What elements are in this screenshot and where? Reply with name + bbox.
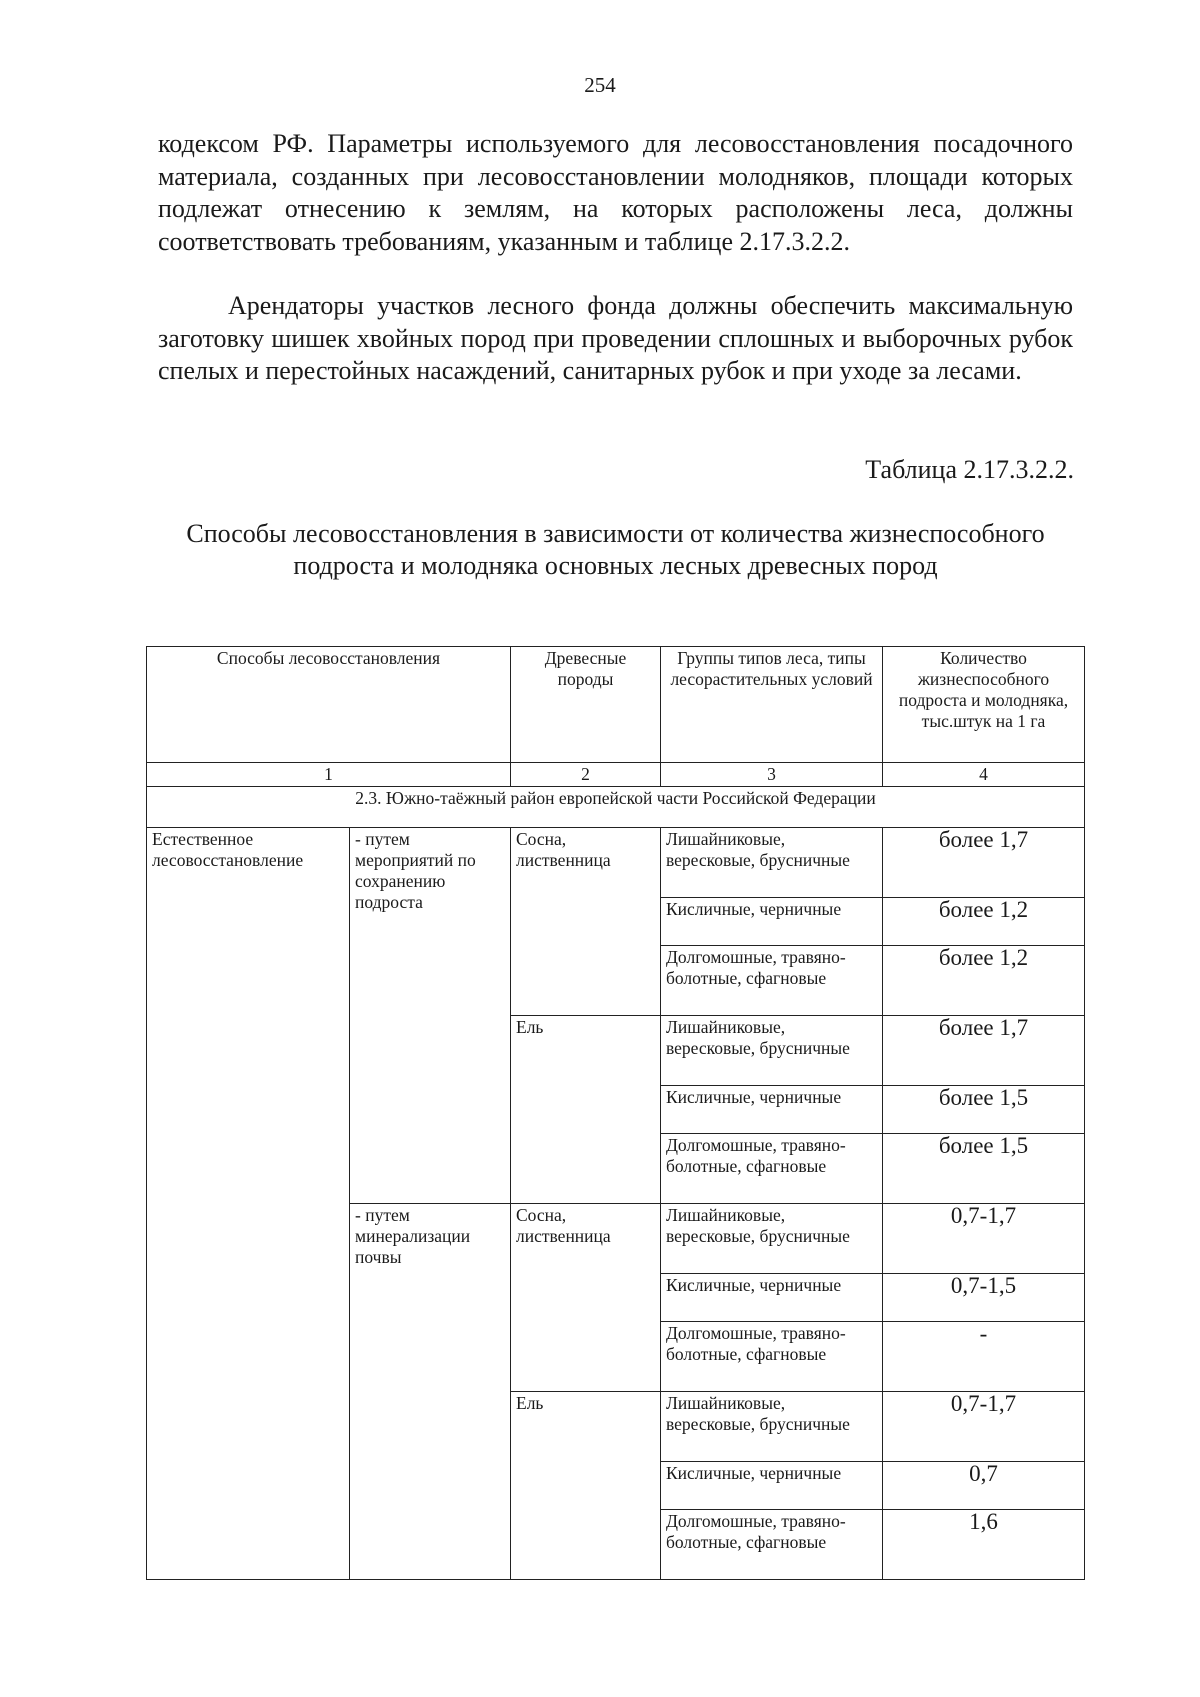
- forest-type-cell: Кисличные, черничные: [661, 898, 883, 946]
- column-number: 2: [511, 763, 661, 787]
- table-reference: Таблица 2.17.3.2.2.: [865, 455, 1074, 484]
- method-cell: - путем минерализации почвы: [350, 1204, 511, 1580]
- reforestation-table: [146, 646, 1085, 1580]
- quantity-cell: более 1,7: [883, 1016, 1085, 1086]
- forest-type-cell: Долгомошные, травяно-болотные, сфагновые: [661, 946, 883, 1016]
- body-paragraph: кодексом РФ. Параметры используемого для лесовосстановления посадочного материала, созданных при лесовосстановлении молодняков, площади которых подлежат отнесению к землям, на которых расположены леса, должны соответствовать требованиям, указанным и таблице 2.17.3.2.2.: [158, 129, 1073, 256]
- forest-type-cell: Кисличные, черничные: [661, 1462, 883, 1510]
- forest-type-cell: Долгомошные, травяно-болотные, сфагновые: [661, 1134, 883, 1204]
- species-cell: Сосна, лиственница: [511, 828, 661, 1016]
- species-cell: Сосна, лиственница: [511, 1204, 661, 1392]
- column-number: 3: [661, 763, 883, 787]
- quantity-cell: более 1,5: [883, 1086, 1085, 1134]
- forest-type-cell: Кисличные, черничные: [661, 1274, 883, 1322]
- page-number: 254: [584, 73, 616, 97]
- header-forest-types: Группы типов леса, типы лесорастительных условий: [661, 647, 883, 763]
- quantity-cell: более 1,2: [883, 946, 1085, 1016]
- column-number: 1: [147, 763, 511, 787]
- forest-type-cell: Долгомошные, травяно-болотные, сфагновые: [661, 1510, 883, 1580]
- column-number: 4: [883, 763, 1085, 787]
- quantity-cell: 0,7-1,7: [883, 1392, 1085, 1462]
- body-paragraph: Арендаторы участков лесного фонда должны обеспечить максимальную заготовку шишек хвойных пород при проведении сплошных и выборочных рубок спелых и перестойных насаждений, санитарных рубок и при уходе за лесами.: [158, 291, 1073, 385]
- table-row: [147, 828, 1085, 898]
- forest-type-cell: Долгомошные, травяно-болотные, сфагновые: [661, 1322, 883, 1392]
- species-cell: Ель: [511, 1392, 661, 1580]
- forest-type-cell: Лишайниковые, вересковые, брусничные: [661, 828, 883, 898]
- quantity-cell: 0,7-1,5: [883, 1274, 1085, 1322]
- category-cell: Естественное лесовосстановление: [147, 828, 350, 1580]
- quantity-cell: 0,7: [883, 1462, 1085, 1510]
- quantity-cell: более 1,5: [883, 1134, 1085, 1204]
- forest-type-cell: Лишайниковые, вересковые, брусничные: [661, 1016, 883, 1086]
- region-title: 2.3. Южно-таёжный район европейской части Российской Федерации: [147, 787, 1085, 828]
- header-methods: Способы лесовосстановления: [147, 647, 511, 763]
- region-row: [147, 787, 1085, 828]
- header-species: Древесные породы: [511, 647, 661, 763]
- method-cell: - путем мероприятий по сохранению подроста: [350, 828, 511, 1204]
- forest-type-cell: Кисличные, черничные: [661, 1086, 883, 1134]
- quantity-cell: более 1,2: [883, 898, 1085, 946]
- table-header-row: [147, 647, 1085, 763]
- forest-type-cell: Лишайниковые, вересковые, брусничные: [661, 1392, 883, 1462]
- quantity-cell: более 1,7: [883, 828, 1085, 898]
- forest-type-cell: Лишайниковые, вересковые, брусничные: [661, 1204, 883, 1274]
- quantity-cell: 1,6: [883, 1510, 1085, 1580]
- quantity-cell: -: [883, 1322, 1085, 1392]
- column-numbers-row: [147, 763, 1085, 787]
- table-title: Способы лесовосстановления в зависимости от количества жизнеспособного подроста и молодняка основных лесных древесных пород: [186, 519, 1045, 580]
- header-quantity: Количество жизнеспособного подроста и молодняка, тыс.штук на 1 га: [883, 647, 1085, 763]
- species-cell: Ель: [511, 1016, 661, 1204]
- quantity-cell: 0,7-1,7: [883, 1204, 1085, 1274]
